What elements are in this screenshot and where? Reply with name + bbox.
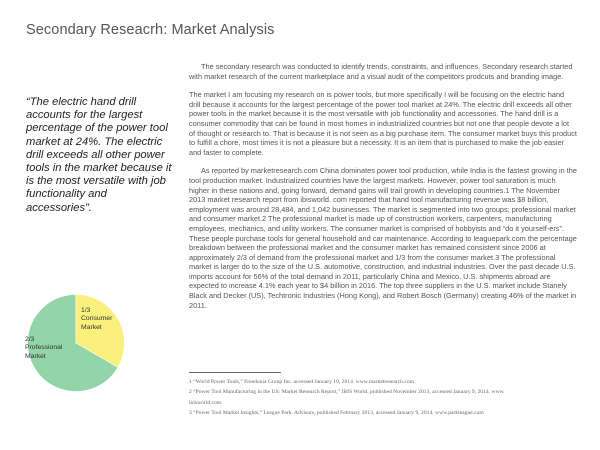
pie-label-professional-line1: Professional <box>25 344 63 352</box>
pie-label-consumer-line1: Consumer <box>81 315 113 323</box>
pie-label-consumer <box>81 307 112 332</box>
pie-label-professional-fraction: 2/3 <box>25 336 35 343</box>
page-title: Secondary Reseacrh: Market Analysis <box>26 22 275 38</box>
footnote-divider <box>189 372 281 373</box>
paragraph-intro <box>189 62 577 81</box>
footnote-1: 1 “World Power Tools,” Freedonia Group Inc. accessed January 10, 2014. www.marketresearch.com <box>189 379 415 385</box>
pie-label-professional <box>25 336 62 361</box>
footnote-3: 3 “Power Tool Market Insights,” League Park. Advisors, published February 2013, accessed January 9, 2014. www.parkleague.com <box>189 410 484 417</box>
body-text <box>189 62 577 319</box>
paragraph-focus <box>189 90 577 157</box>
footnote-2: 2 “Power Tool Manufacturing in the US: Market Research Report,” IBIS World, published November 2013, accessed January 9, 2014. www. <box>189 389 505 396</box>
paragraph-intro-text: The secondary research was conducted to identify trends, constraints, and influences. Secondary research started with market research of the current marketplace and a visual audit of the competitors prodcuts and branding image. <box>189 62 573 81</box>
pie-label-consumer-line2: Market <box>81 323 102 331</box>
footnote-2-cont: ibisworld.com <box>189 399 222 406</box>
pull-quote: “The electric hand drill accounts for the largest percentage of the power tool market at 24%. The electric drill exceeds all other power tools in the market because it is the most versatile with job functionality and accessories”. <box>26 96 172 214</box>
pie-label-professional-line2: Market <box>25 352 46 360</box>
footnotes <box>189 377 579 419</box>
paragraph-market <box>189 166 577 310</box>
paragraph-market-text: As reported by marketresearch.com China dominates power tool production, while India is the fastest growing in the tool production market. Industrialized countries have the largest markets. However, power tool saturation is much higher in these nations and, going forward, demand gains will trail growth in developing countries.1 The November 2013 market research report from ibisworld. com reported that hand tool manufacturing revenue was $8 billion, employment was around 28,484, and 1,042 businesses. The market is segmented into two groups; professional market and consumer market.2 The professional market is made up of construction workers, carpenters, manufacturing employees, mechanics, and utility workers. The consumer market is comprised of hobbyists and “do it yourself-ers”. These people purchase tools for general household and car maintenance. According to leaguepark.com the percentage breakdown between the professional market and the consumer market has remained consistent since 2006 at approximately 2/3 of demand from the professional market and 1/3 from the consumer market.3 The professional market is larger do to the size of the U.S. automotive, construction, and industrial industries. Over the past decade U.S. imports account for 56% of the total demand in 2011, particularly China and Mexico. U.S. shipments abroad are expected to increase 4.1% each year to $4 billion in 2016. The top three suppliers in the U.S. market include Stanely Black and Decker (US), Techtronic Industries (Hong Kong), and Robert Bosch (Germany) creating 46% of the market in 2011. <box>189 166 577 310</box>
pie-label-consumer-fraction: 1/3 <box>81 307 91 314</box>
market-pie-chart <box>26 293 126 393</box>
paragraph-focus-text: The market I am focusing my research on is power tools, but more specifically I will be focusing on the electric hand drill because it accounts for the largest percentage of the power tool market at 24%. The electric drill exceeds all other power tools in the market because it is the most versatile with job functionality and accessories. The hand drill is a consumer commodity that can be found in most homes in industrialized countries but not one that people devote a lot of thought or research to. That is because it is not seen as a big purchase item. The consumer market buys this product to fulfill a chore, most times it is not a pleasure but a necessity. It is an item that is purchased to make the job easier and faster to complete. <box>189 90 577 157</box>
